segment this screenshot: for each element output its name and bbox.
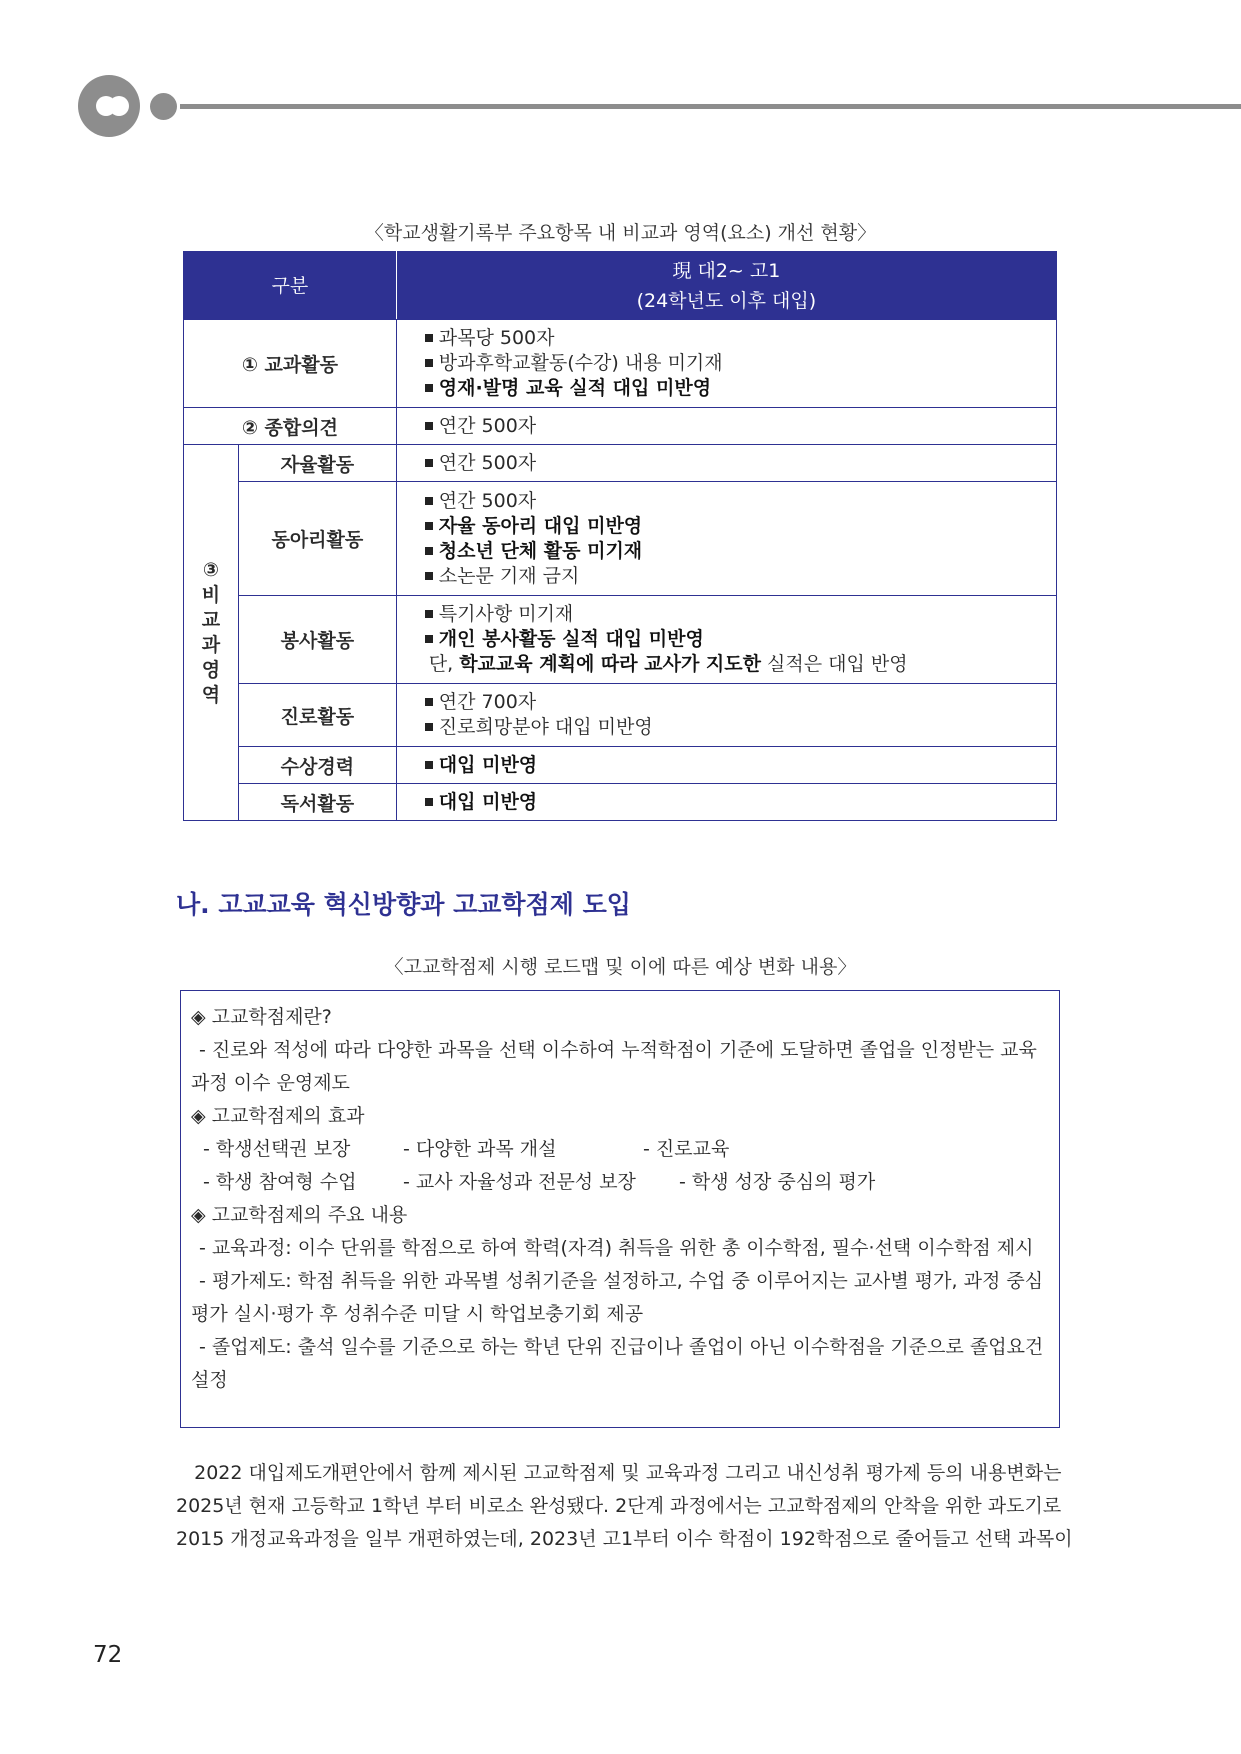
box-text: - 평가제도: 학점 취득을 위한 과목별 성취기준을 설정하고, 수업 중 이루어지는 교사별 평가, 과정 중심 [199, 1270, 1044, 1292]
table-row [184, 408, 1057, 445]
table-row [184, 747, 1057, 784]
bullet-icon [425, 572, 433, 580]
header-rule [180, 104, 1241, 109]
bullet-icon [425, 459, 433, 467]
ornament-ring-right [109, 96, 129, 116]
row-content: 과목당 500자 방과후학교활동(수강) 내용 미기재 영재·발명 교육 실적 대입 미반영 [396, 320, 1056, 408]
bullet-icon [425, 547, 433, 555]
box-heading: ◈ 고교학점제의 효과 [191, 1105, 365, 1127]
effects-row: - 학생선택권 보장 - 다양한 과목 개설 - 진로교육 [203, 1138, 730, 1160]
row-category: 진로활동 [238, 684, 396, 747]
row-content: 연간 500자 [396, 445, 1056, 482]
header-period-line2: (24학년도 이후 대입) [636, 289, 817, 312]
bullet-icon [425, 798, 433, 806]
row-category: 자율활동 [238, 445, 396, 482]
row-category: 봉사활동 [238, 596, 396, 684]
row-category: 독서활동 [238, 784, 396, 821]
box-heading: ◈ 고교학점제란? [191, 1006, 332, 1028]
row-content: 연간 500자 자율 동아리 대입 미반영 청소년 단체 활동 미기재 소논문 기재 금지 [396, 482, 1056, 596]
row-content: 연간 700자 진로희망분야 대입 미반영 [396, 684, 1056, 747]
row-category: 동아리활동 [238, 482, 396, 596]
header-period-line1: 現 대2~ 고1 [672, 259, 781, 282]
row-category: ② 종합의견 [184, 408, 397, 445]
box-text: - 진로와 적성에 따라 다양한 과목을 선택 이수하여 누적학점이 기준에 도달하면 졸업을 인정받는 교육 [199, 1039, 1037, 1061]
box-text: 설정 [191, 1369, 228, 1391]
page-number: 72 [93, 1642, 123, 1668]
table-caption: 〈학교생활기록부 주요항목 내 비교과 영역(요소) 개선 현황〉 [364, 222, 877, 244]
bullet-icon [425, 522, 433, 530]
table-row [184, 445, 1057, 482]
volunteer-note: 단, 학교교육 계획에 따라 교사가 지도한 실적은 대입 반영 [428, 653, 908, 675]
bullet-icon [425, 761, 433, 769]
ornament-small-circle [150, 93, 177, 120]
table-row [184, 784, 1057, 821]
bullet-icon [425, 497, 433, 505]
bullet-icon [425, 422, 433, 430]
table-row [184, 596, 1057, 684]
header-period [396, 252, 1056, 320]
table-header-row [184, 252, 1057, 320]
body-paragraph: 2022 대입제도개편안에서 함께 제시된 고교학점제 및 교육과정 그리고 내신성취 평가제 등의 내용변화는 2025년 현재 고등학교 1학년 부터 비로소 완성됐다. 2단계 과정에서는 고교학점제의 안착을 위한 과도기로 2015 개정교육과정을 일부 개편하였는데, 2023년 고1부터 이수 학점이 192학점으로 줄어들고 선택 과목이 [176, 1462, 1073, 1550]
group-label-vertical: ③ 비 교 과 영 역 [184, 445, 239, 821]
box-heading: ◈ 고교학점제의 주요 내용 [191, 1204, 408, 1226]
table-row [184, 320, 1057, 408]
bullet-icon [425, 698, 433, 706]
box-caption: 〈고교학점제 시행 로드맵 및 이에 따른 예상 변화 내용〉 [384, 956, 857, 978]
box-text: - 졸업제도: 출석 일수를 기준으로 하는 학년 단위 진급이나 졸업이 아닌 이수학점을 기준으로 졸업요건 [199, 1336, 1044, 1358]
bullet-icon [425, 384, 433, 392]
box-text: - 교육과정: 이수 단위를 학점으로 하여 학력(자격) 취득을 위한 총 이수학점, 필수·선택 이수학점 제시 [199, 1237, 1034, 1259]
box-text: 과정 이수 운영제도 [191, 1072, 350, 1094]
row-content: 연간 500자 [396, 408, 1056, 445]
bullet-icon [425, 359, 433, 367]
bullet-icon [425, 723, 433, 731]
bullet-icon [425, 610, 433, 618]
row-category: 수상경력 [238, 747, 396, 784]
effects-row: - 학생 참여형 수업 - 교사 자율성과 전문성 보장 - 학생 성장 중심의 평가 [203, 1171, 876, 1193]
row-content: 특기사항 미기재 개인 봉사활동 실적 대입 미반영 단, 학교교육 계획에 따라 교사가 지도한 실적은 대입 반영 [396, 596, 1056, 684]
section-title: 나. 고교교육 혁신방향과 고교학점제 도입 [176, 890, 631, 919]
bullet-icon [425, 334, 433, 342]
row-category: ① 교과활동 [184, 320, 397, 408]
table-row [184, 684, 1057, 747]
row-content: 대입 미반영 [396, 784, 1056, 821]
box-text: 평가 실시·평가 후 성취수준 미달 시 학업보충기회 제공 [191, 1303, 644, 1325]
record-table [183, 251, 1057, 821]
header-category: 구분 [184, 252, 397, 320]
bullet-icon [425, 635, 433, 643]
table-row [184, 482, 1057, 596]
credit-system-box [180, 990, 1060, 1428]
row-content: 대입 미반영 [396, 747, 1056, 784]
